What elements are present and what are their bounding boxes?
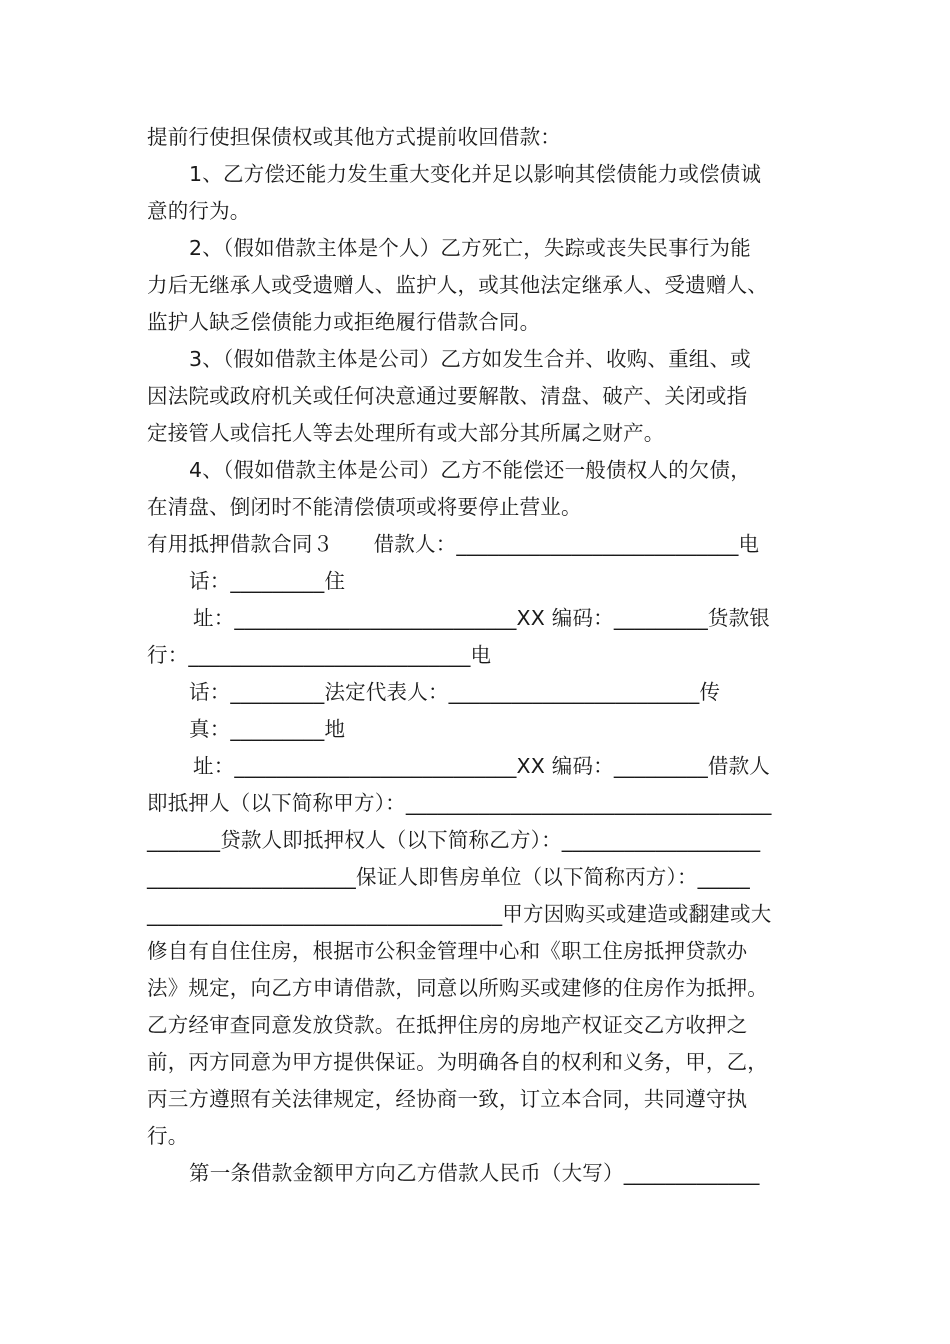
text-line: 法》规定，向乙方申请借款，同意以所购买或建修的住房作为抵押。 [147,976,768,1000]
text-line: 定接管人或信托人等去处理所有或大部分其所属之财产。 [147,421,665,445]
text-line: __________________________________甲方因购买或建造或翻建或大 [147,902,772,926]
text-line: 丙三方遵照有关法律规定，经协商一致，订立本合同，共同遵守执 [147,1087,748,1111]
text-line: 行。 [147,1124,189,1148]
text-line: 提前行使担保债权或其他方式提前收回借款： [147,125,561,149]
text-line: 真：_________地 [189,717,346,741]
text-line: 4、（假如借款主体是公司）乙方不能偿还一般债权人的欠债， [189,458,751,482]
text-line: 即抵押人（以下简称甲方）：___________________________________ [147,791,772,815]
text-line: 址：___________________________XX 编码：_________货款银 [193,606,771,630]
text-line: 在清盘、倒闭时不能清偿债项或将要停止营业。 [147,495,582,519]
text-line: 有用抵押借款合同３ 借款人：___________________________电 [147,532,760,556]
text-line: ____________________保证人即售房单位（以下简称丙方）：_____ [147,865,750,889]
text-line: 力后无继承人或受遗赠人、监护人，或其他法定继承人、受遗赠人、 [147,273,768,297]
text-line: 修自有自住住房，根据市公积金管理中心和《职工住房抵押贷款办 [147,939,748,963]
text-line: 第一条借款金额甲方向乙方借款人民币（大写）_____________ [189,1161,760,1185]
text-line: 乙方经审查同意发放贷款。在抵押住房的房地产权证交乙方收押之 [147,1013,748,1037]
text-line: 意的行为。 [147,199,251,223]
text-line: 前，丙方同意为甲方提供保证。为明确各自的权利和义务，甲，乙， [147,1050,768,1074]
text-line: 址：___________________________XX 编码：_________借款人 [193,754,771,778]
text-line: 话：_________法定代表人：________________________传 [189,680,721,704]
text-line: 3、（假如借款主体是公司）乙方如发生合并、收购、重组、或 [189,347,751,371]
text-line: _______贷款人即抵押权人（以下简称乙方）：___________________ [147,828,761,852]
text-line: 监护人缺乏偿债能力或拒绝履行借款合同。 [147,310,541,334]
text-line: 1、乙方偿还能力发生重大变化并足以影响其偿债能力或偿债诚 [189,162,762,186]
text-line: 2、（假如借款主体是个人）乙方死亡，失踪或丧失民事行为能 [189,236,751,260]
text-line: 话：_________住 [189,569,346,593]
text-line: 行：___________________________电 [147,643,492,667]
text-line: 因法院或政府机关或任何决意通过要解散、清盘、破产、关闭或指 [147,384,748,408]
